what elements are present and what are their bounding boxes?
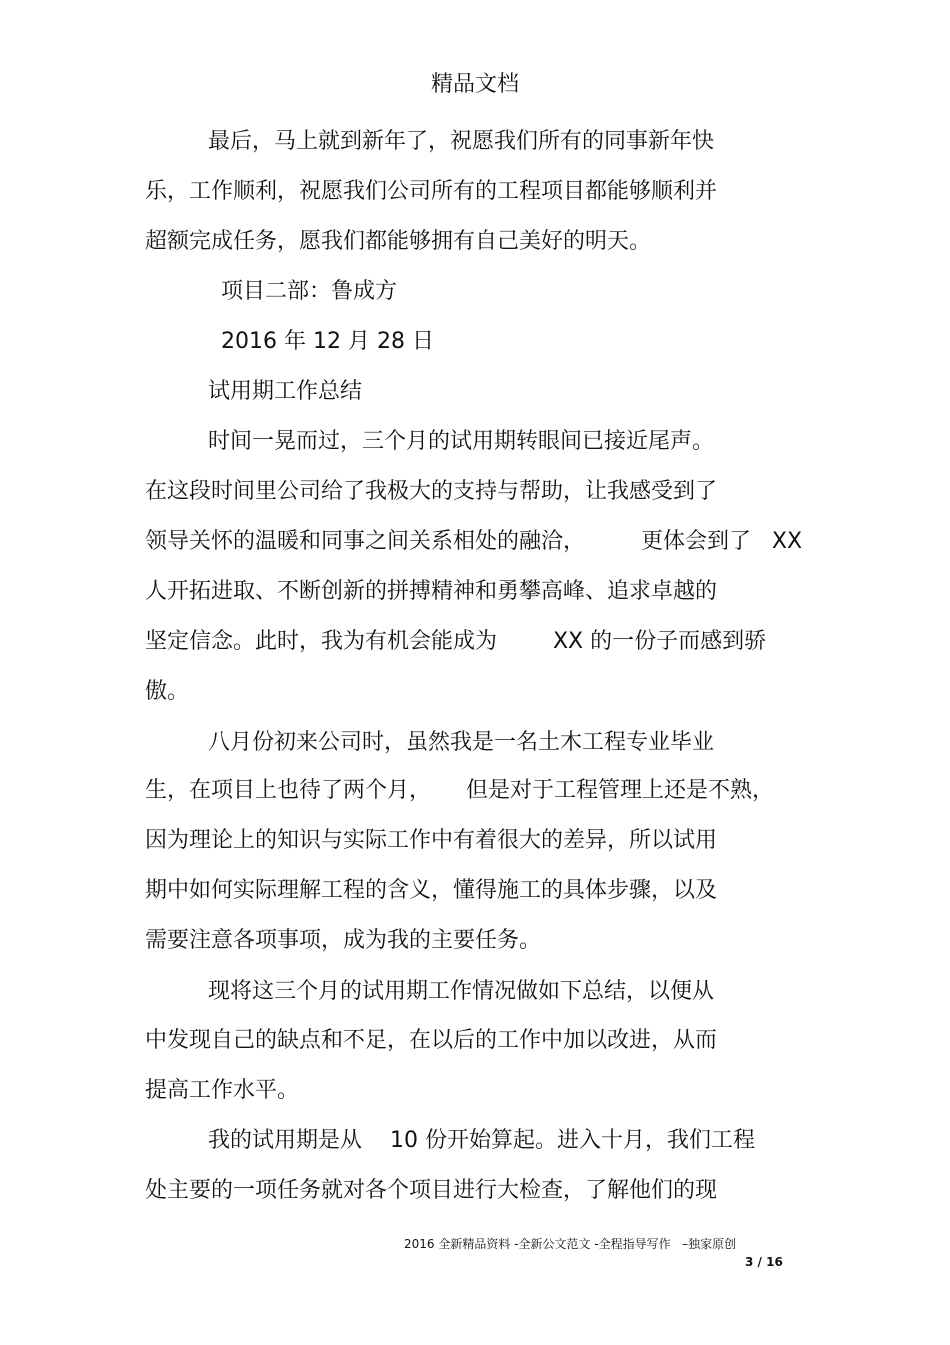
page-number: 3 / 16 (745, 1255, 783, 1269)
text-line: 领导关怀的温暖和同事之间关系相处的融洽， 更体会到了 XX (145, 529, 803, 554)
text-line: 时间一晃而过，三个月的试用期转眼间已接近尾声。 (208, 429, 715, 454)
text-line: 期中如何实际理解工程的含义，懂得施工的具体步骤，以及 (145, 878, 718, 903)
signature-line: 项目二部：鲁成方 (221, 279, 398, 304)
text-line: 中发现自己的缺点和不足，在以后的工作中加以改进，从而 (145, 1028, 718, 1053)
text-line: 需要注意各项事项，成为我的主要任务。 (145, 928, 542, 953)
text-line: 生，在项目上也待了两个月， 但是对于工程管理上还是不熟， (145, 778, 774, 803)
text-line: 最后，马上就到新年了，祝愿我们所有的同事新年快 (208, 129, 715, 154)
text-line: 八月份初来公司时，虽然我是一名土木工程专业毕业 (208, 730, 715, 755)
text-line: 乐，工作顺利，祝愿我们公司所有的工程项目都能够顺利并 (145, 179, 718, 204)
text-line: 因为理论上的知识与实际工作中有着很大的差异，所以试用 (145, 828, 718, 853)
text-line: 人开拓进取、不断创新的拼搏精神和勇攀高峰、追求卓越的 (145, 579, 718, 604)
text-line: 傲。 (145, 679, 190, 704)
date-line: 2016 年 12 月 28 日 (221, 329, 434, 354)
text-line: 提高工作水平。 (145, 1078, 300, 1103)
page-header: 精品文档 (430, 72, 519, 97)
text-line: 在这段时间里公司给了我极大的支持与帮助，让我感受到了 (145, 479, 718, 504)
text-line: 现将这三个月的试用期工作情况做如下总结，以便从 (208, 979, 715, 1004)
page-footer: 2016 全新精品资料 -全新公文范文 -全程指导写作 –独家原创 (404, 1237, 737, 1251)
text-line: 超额完成任务，愿我们都能够拥有自己美好的明天。 (145, 229, 652, 254)
section-title: 试用期工作总结 (208, 379, 363, 404)
text-line: 处主要的一项任务就对各个项目进行大检查，了解他们的现 (145, 1178, 718, 1203)
text-line: 我的试用期是从 10 份开始算起。进入十月，我们工程 (208, 1128, 755, 1153)
text-line: 坚定信念。此时，我为有机会能成为 XX 的一份子而感到骄 (145, 629, 767, 654)
